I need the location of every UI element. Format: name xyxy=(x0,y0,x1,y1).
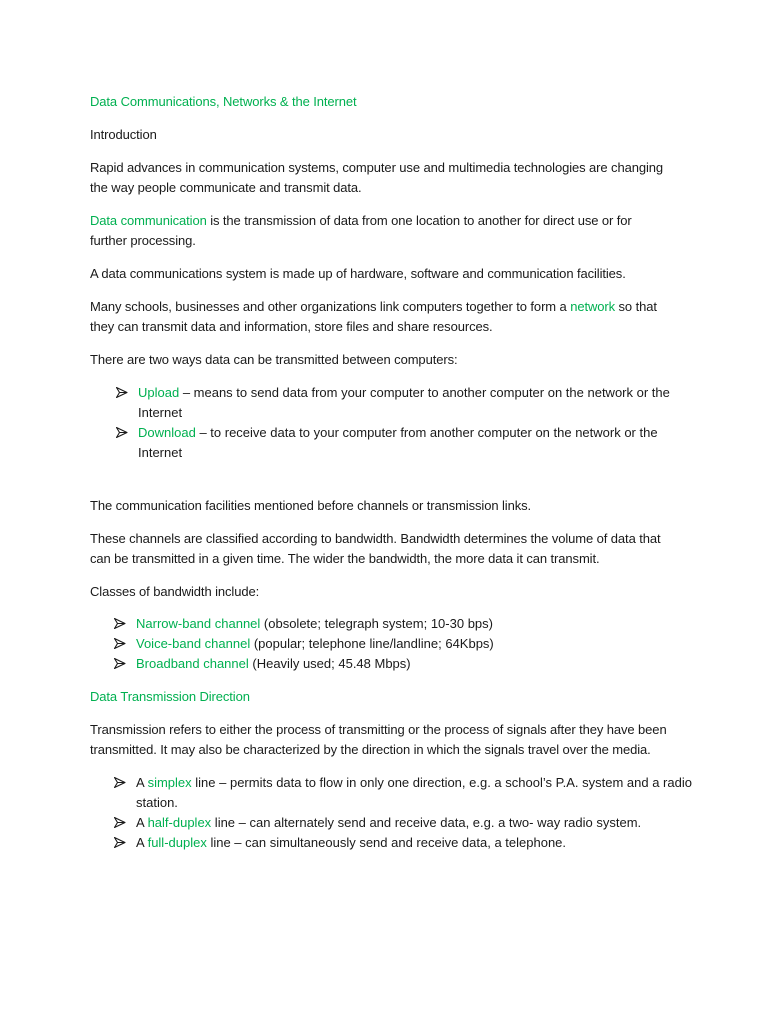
arrow-bullet-icon xyxy=(116,387,130,401)
arrow-bullet-icon xyxy=(114,777,128,791)
list-item-simplex xyxy=(136,773,701,812)
list-item-narrow-band xyxy=(136,614,493,634)
p4-after: so that xyxy=(615,299,657,314)
arrow-bullet-icon xyxy=(114,658,128,672)
narrow-band-detail: (obsolete; telegraph system; 10-30 bps) xyxy=(260,616,493,631)
p2-line2: further processing. xyxy=(90,232,196,248)
voice-band-detail: (popular; telephone line/landline; 64Kbps) xyxy=(250,636,494,651)
document-title: Data Communications, Networks & the Internet xyxy=(90,94,357,109)
arrow-bullet-icon xyxy=(114,638,128,652)
list-item-half-duplex xyxy=(136,813,641,833)
term-full-duplex: full-duplex xyxy=(147,835,207,850)
simplex-prefix: A xyxy=(136,775,148,790)
arrow-bullet-icon xyxy=(114,618,128,632)
paragraph-system: A data communications system is made up of hardware, software and communication facilities. xyxy=(90,266,626,281)
paragraph-data-communication xyxy=(90,211,690,250)
full-duplex-prefix: A xyxy=(136,835,148,850)
p4-line2: they can transmit data and information, store files and share resources. xyxy=(90,318,493,334)
list-item-download xyxy=(138,423,698,462)
upload-line2: Internet xyxy=(138,404,183,420)
term-data-communication: Data communication xyxy=(90,213,207,228)
arrow-bullet-icon xyxy=(114,817,128,831)
term-broadband: Broadband channel xyxy=(136,656,249,671)
simplex-line1: line – permits data to flow in only one direction, e.g. a school’s P.A. system and a radio xyxy=(191,775,692,790)
half-duplex-prefix: A xyxy=(136,815,148,830)
arrow-bullet-icon xyxy=(114,837,128,851)
p7-line2: can be transmitted in a given time. The wider the bandwidth, the more data it can transmit. xyxy=(90,550,600,566)
paragraph-rapid-advances: Rapid advances in communication systems, computer use and multimedia technologies are changing the way people communicate and transmit data. xyxy=(90,160,664,195)
paragraph-facilities: The communication facilities mentioned before channels or transmission links. xyxy=(90,498,532,513)
broadband-detail: (Heavily used; 45.48 Mbps) xyxy=(248,656,411,671)
list-item-voice-band xyxy=(136,634,494,654)
download-line2: Internet xyxy=(138,444,183,460)
p7-line1: These channels are classified according to bandwidth. Bandwidth determines the volume of data that xyxy=(90,531,661,546)
term-network: network xyxy=(570,299,616,314)
p9-line2: transmitted. It may also be characterized by the direction in which the signals travel over the media. xyxy=(90,741,651,757)
full-duplex-line1: line – can simultaneously send and receive data, a telephone. xyxy=(206,835,567,850)
list-item-upload xyxy=(138,383,698,422)
paragraph-bandwidth xyxy=(90,529,690,568)
list-item-broadband xyxy=(136,654,411,674)
paragraph-network xyxy=(90,297,690,336)
paragraph-classes: Classes of bandwidth include: xyxy=(90,584,260,599)
upload-line1: – means to send data from your computer to another computer on the network or the xyxy=(179,385,670,400)
arrow-bullet-icon xyxy=(116,427,130,441)
paragraph-two-ways: There are two ways data can be transmitted between computers: xyxy=(90,352,458,367)
term-simplex: simplex xyxy=(147,775,192,790)
term-narrow-band: Narrow-band channel xyxy=(136,616,261,631)
p9-line1: Transmission refers to either the process of transmitting or the process of signals after they have been xyxy=(90,722,667,737)
term-half-duplex: half-duplex xyxy=(147,815,212,830)
term-upload: Upload xyxy=(138,385,180,400)
half-duplex-line1: line – can alternately send and receive data, e.g. a two- way radio system. xyxy=(211,815,642,830)
list-item-full-duplex xyxy=(136,833,566,853)
intro-label: Introduction xyxy=(90,127,157,142)
download-line1: – to receive data to your computer from another computer on the network or the xyxy=(195,425,658,440)
section-heading-transmission-direction: Data Transmission Direction xyxy=(90,689,250,704)
term-voice-band: Voice-band channel xyxy=(136,636,251,651)
term-download: Download xyxy=(138,425,196,440)
paragraph-transmission xyxy=(90,720,700,759)
simplex-line2: station. xyxy=(136,794,178,810)
p2-line1: is the transmission of data from one location to another for direct use or for xyxy=(206,213,632,228)
p4-before: Many schools, businesses and other organizations link computers together to form a xyxy=(90,299,571,314)
